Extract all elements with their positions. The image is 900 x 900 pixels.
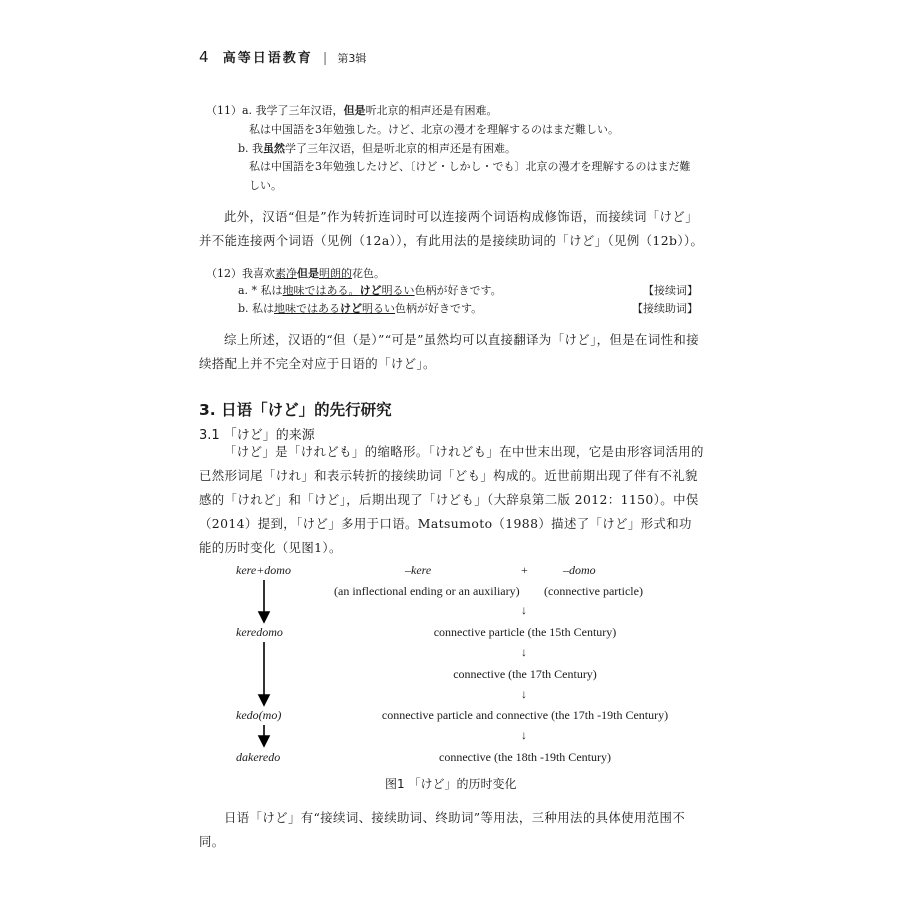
gloss-domo: (connective particle): [544, 584, 643, 598]
stage-4: connective (the 18th -19th Century): [439, 750, 611, 764]
subsection-heading: 3.1 「けど」的来源: [199, 428, 315, 443]
timeline-arrows: [254, 576, 274, 756]
stage-3: connective particle and connective (the 17th -19th Century): [381, 708, 669, 722]
paragraph-4: 日语「けど」有“接续词、接续助词、终助词”等用法，三种用法的具体使用范围不同。: [199, 810, 686, 849]
paragraph-1: 此外，汉语“但是”作为转折连词时可以连接两个词语构成修饰语，而接续词「けど」并不能连接两个词语（见例（12a）），有此用法的是接续助词的「けど」（见例（12b））。: [199, 209, 704, 248]
stage-2: connective (the 17th Century): [453, 667, 597, 681]
arrow-head-1: [259, 612, 269, 622]
top-plus: +: [521, 563, 528, 577]
example-12-zh: （12）我喜欢素净但是明朗的花色。: [206, 267, 385, 280]
example-11b-ja-1: 私は中国語を3年勉強したけど、〔けど・しかし・でも〕北京の漫才を理解するのはまだ難: [249, 160, 691, 173]
example-11a-zh: （11）a. 我学了三年汉语，但是听北京的相声还是有困难。: [206, 104, 498, 117]
figure-caption: 图1 「けど」的历时变化: [385, 777, 517, 791]
arrow-head-3: [259, 736, 269, 746]
down-arrow-2: ↓: [521, 645, 527, 659]
header-separator: |: [322, 51, 328, 66]
gloss-kere: (an inflectional ending or an auxiliary): [334, 584, 520, 598]
down-arrow-4: ↓: [521, 728, 527, 742]
example-11a-ja: 私は中国語を3年勉強した。けど、北京の漫才を理解するのはまだ難しい。: [249, 123, 619, 136]
example-12a-tag: 【接续词】: [643, 284, 698, 297]
example-12b-tag: 【接续助词】: [632, 302, 698, 315]
volume-label: 第3辑: [337, 52, 367, 65]
example-11b-ja-2: しい。: [249, 179, 282, 192]
section-heading: 3. 日语「けど」的先行研究: [199, 401, 392, 419]
form-kere-domo: kere+domo: [236, 563, 291, 577]
running-header: [199, 47, 366, 66]
form-keredomo: keredomo: [236, 625, 283, 639]
example-12a: a. * 私は地味ではある。けど明るい色柄が好きです。: [238, 284, 502, 297]
example-11b-zh: b. 我虽然学了三年汉语，但是听北京的相声还是有困难。: [238, 142, 517, 155]
arrow-head-2: [259, 695, 269, 705]
paragraph-2: 综上所述，汉语的“但（是）”“可是”虽然均可以直接翻译为「けど」，但是在词性和接续搭配上并不完全对应于日语的「けど」。: [199, 332, 699, 371]
journal-title: 高等日语教育: [222, 51, 313, 66]
form-kedomo: kedo(mo): [236, 708, 282, 722]
stage-1: connective particle (the 15th Century): [433, 625, 617, 639]
top-kere: –kere: [405, 563, 432, 577]
form-dakeredo: dakeredo: [236, 750, 281, 764]
down-arrow-1: ↓: [521, 603, 527, 617]
top-domo: –domo: [563, 563, 596, 577]
paragraph-3: 「けど」是「けれども」的缩略形。「けれども」在中世末出现，它是由形容词活用的已然形词尾「けれ」和表示转折的接续助词「ども」构成的。近世前期出现了伴有不礼貌感的「けれど」和「けど」，后期出现了「けども」（大辞泉第二版 2012：1150）。中俣（2014）提到，「けど」多用于口语。Matsumoto（1988）描述了「けど」形式和功能的历时变化（见图1）。: [199, 444, 704, 555]
page-number: 4: [199, 48, 209, 66]
example-12b: b. 私は地味ではあるけど明るい色柄が好きです。: [238, 302, 483, 315]
down-arrow-3: ↓: [521, 687, 527, 701]
